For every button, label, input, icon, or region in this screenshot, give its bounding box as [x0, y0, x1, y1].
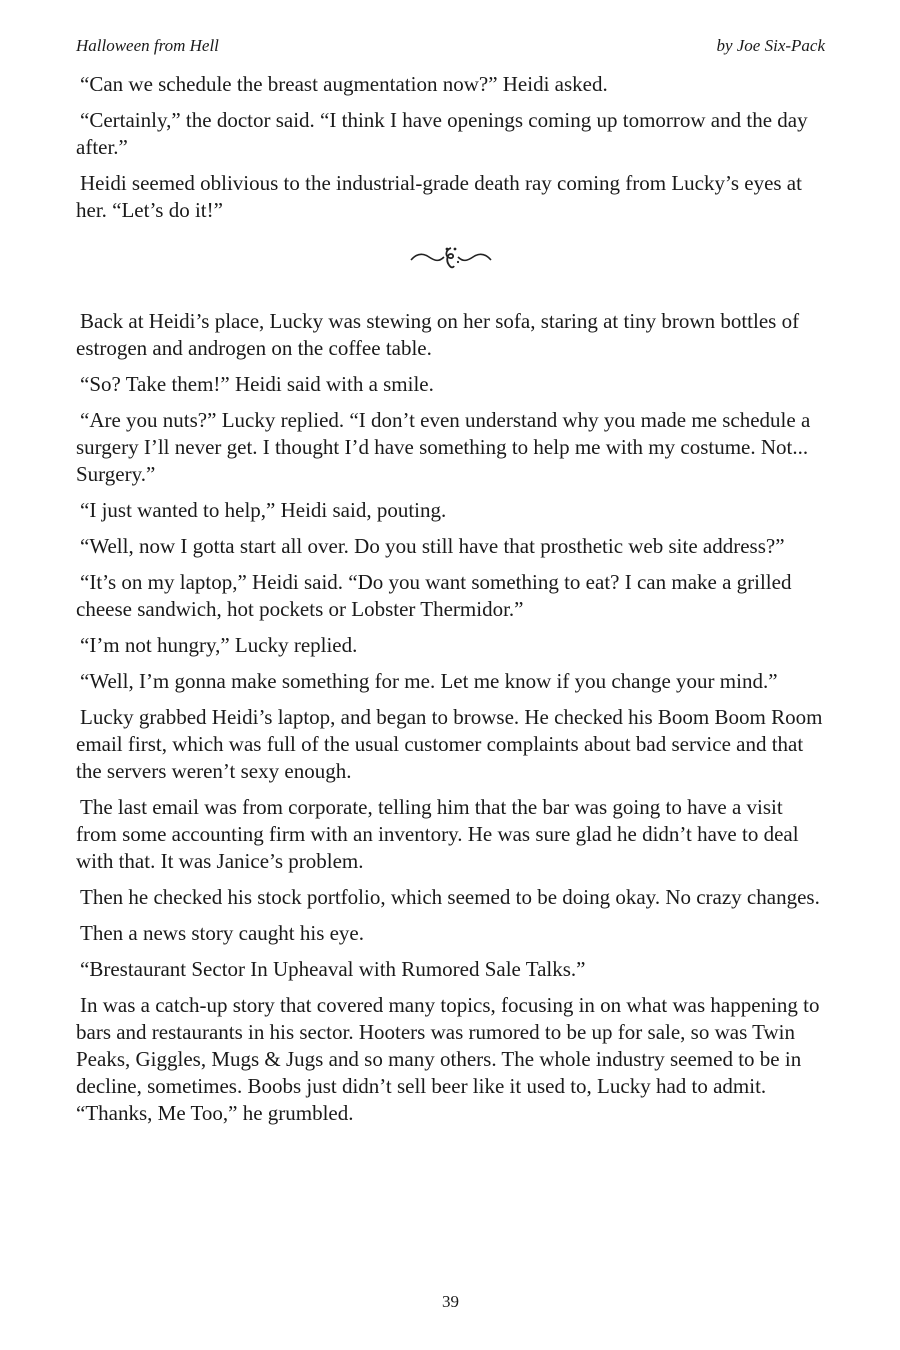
paragraph: “It’s on my laptop,” Heidi said. “Do you want something to eat? I can make a grilled cheese sandwich, hot pockets or Lobster Thermidor.”	[76, 570, 792, 621]
scroll-flourish-icon	[409, 244, 493, 274]
book-author: by Joe Six-Pack	[716, 36, 825, 55]
paragraph: Back at Heidi’s place, Lucky was stewing on her sofa, staring at tiny brown bottles of estrogen and androgen on the coffee table.	[76, 309, 800, 360]
paragraph: “Well, now I gotta start all over. Do you still have that prosthetic web site address?”	[80, 534, 785, 558]
book-page	[76, 0, 825, 1350]
paragraph: The last email was from corporate, telling him that the bar was going to have a visit from some accounting firm with an inventory. He was sure glad he didn’t have to deal with that. It was Janice’s problem.	[76, 795, 799, 873]
paragraph: “So? Take them!” Heidi said with a smile.	[80, 372, 434, 396]
running-header	[76, 36, 825, 58]
page-number: 39	[442, 1292, 459, 1311]
paragraph: “Are you nuts?” Lucky replied. “I don’t even understand why you made me schedule a surgery I’ll never get. I thought I’d have something to help me with my costume. Not... Surgery.”	[76, 408, 811, 486]
paragraph: “I’m not hungry,” Lucky replied.	[80, 633, 358, 657]
paragraph: “I just wanted to help,” Heidi said, pouting.	[80, 498, 447, 522]
paragraph: Lucky grabbed Heidi’s laptop, and began to browse. He checked his Boom Boom Room email first, which was full of the usual customer complaints about bad service and that the servers weren’t sexy enough.	[76, 705, 823, 783]
paragraph: “Brestaurant Sector In Upheaval with Rumored Sale Talks.”	[80, 957, 586, 981]
section-break	[76, 236, 825, 282]
paragraph: “Certainly,” the doctor said. “I think I have openings coming up tomorrow and the day after.”	[76, 108, 808, 159]
paragraph: Then a news story caught his eye.	[80, 921, 365, 945]
paragraph: Then he checked his stock portfolio, which seemed to be doing okay. No crazy changes.	[80, 885, 820, 909]
body-text	[76, 71, 825, 1136]
paragraph: Heidi seemed oblivious to the industrial-grade death ray coming from Lucky’s eyes at her. “Let’s do it!”	[76, 171, 802, 222]
book-title: Halloween from Hell	[76, 36, 219, 55]
paragraph: In was a catch-up story that covered many topics, focusing in on what was happening to bars and restaurants in his sector. Hooters was rumored to be up for sale, so was Twin Peaks, Giggles, Mugs & Jugs and so many others. The whole industry seemed to be in decline, sometimes. Boobs just didn’t sell beer like it used to, Lucky had to admit. “Thanks, Me Too,” he grumbled.	[76, 993, 820, 1125]
paragraph: “Well, I’m gonna make something for me. Let me know if you change your mind.”	[80, 669, 778, 693]
paragraph: “Can we schedule the breast augmentation now?” Heidi asked.	[80, 72, 608, 96]
